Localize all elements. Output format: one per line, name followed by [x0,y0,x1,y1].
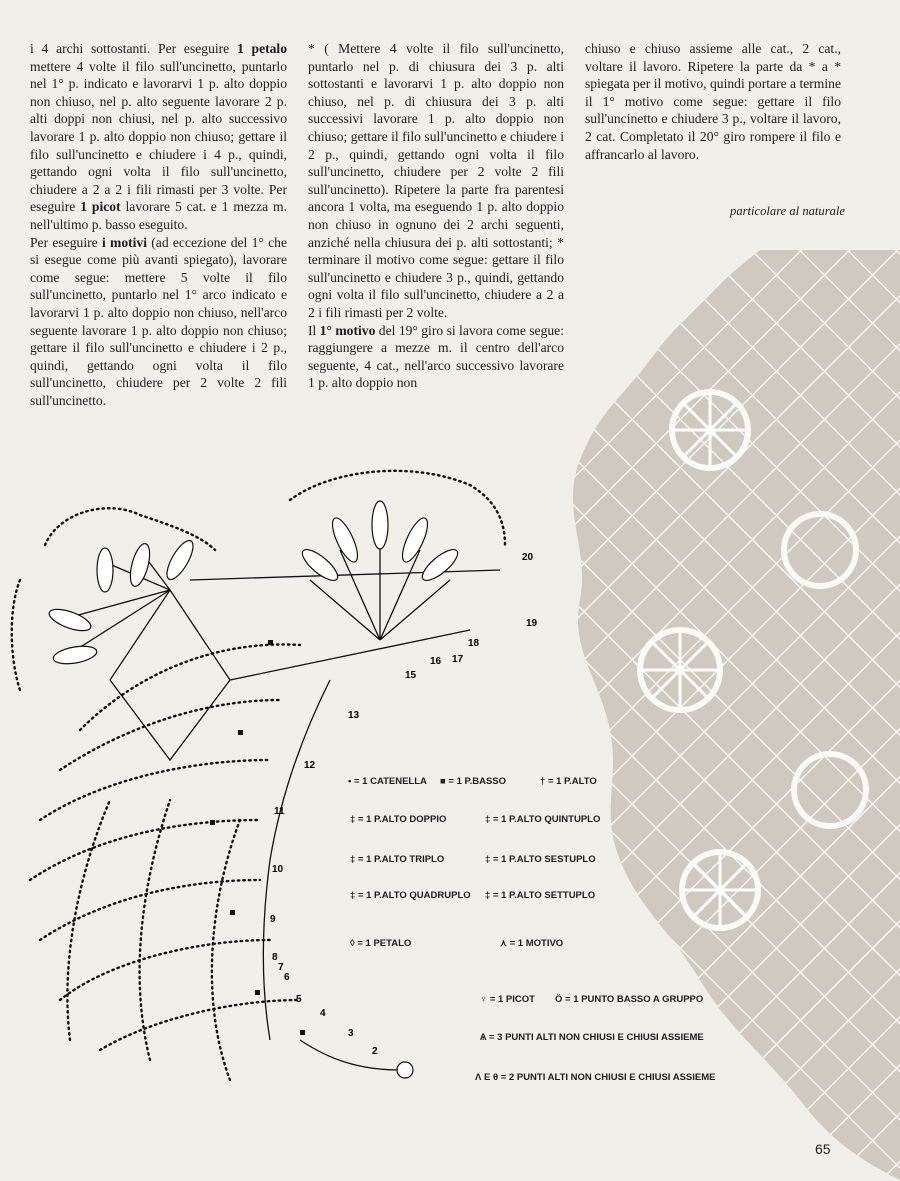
text-column-1 [30,40,287,409]
round-number: 4 [320,1008,326,1019]
text-run: mettere 4 volte il filo sull'uncinetto, puntarlo nel 1° p. indicato e lavorarvi 1 p. alto doppio non chiuso, nel p. alto seguente lavorare 2 p. alti doppi non chiusi, nel p. alto successivo lavorare 1 p. alto doppio non chiuso; gettare il filo sull'uncinetto e chiudere i 4 p., quindi, gettando ogni volta il filo sull'uncinetto, chiudere a 2 a 2 i fili rimasti per 3 volte. Per eseguire [30,58,287,215]
text-run: lavorare 5 cat. e 1 mezza m. nell'ultimo p. basso eseguito. [30,199,288,232]
bold-term: 1° motivo [319,322,376,338]
legend-alto-doppio: ‡ = 1 P.ALTO DOPPIO [350,814,447,825]
legend-alto-sestuplo: ‡ = 1 P.ALTO SESTUPLO [485,854,596,865]
legend-tre-alti: Ѧ = 3 PUNTI ALTI NON CHIUSI E CHIUSI ASSIEME [480,1032,704,1043]
round-number: 8 [272,952,278,963]
round-number: 11 [274,806,285,817]
paragraph [30,40,287,234]
bold-term: i motivi [101,234,147,250]
legend-due-alti: Λ E θ = 2 PUNTI ALTI NON CHIUSI E CHIUSI ASSIEME [475,1072,716,1083]
paragraph [30,234,287,410]
round-number: 19 [526,618,538,629]
stitch-legend [340,770,780,1100]
text-run: Per eseguire [30,234,102,250]
round-number: 10 [272,864,284,875]
legend-alto-quintuplo: ‡ = 1 P.ALTO QUINTUPLO [485,814,601,825]
legend-alto: † = 1 P.ALTO [540,776,597,787]
paragraph [308,40,564,322]
bold-term: 1 picot [80,199,121,215]
legend-basso-gruppo: Ö = 1 PUNTO BASSO A GRUPPO [555,994,704,1005]
paragraph [585,40,841,163]
legend-alto-triplo: ‡ = 1 P.ALTO TRIPLO [350,854,445,865]
round-number: 9 [270,914,276,925]
text-run: Il [308,322,320,338]
text-run: i 4 archi sottostanti. Per eseguire [30,41,237,56]
photo-caption: particolare al naturale [730,204,845,218]
legend-basso: ■ = 1 P.BASSO [440,776,507,787]
legend-picot: ♀ = 1 PICOT [480,994,535,1005]
bold-term: 1 petalo [236,41,288,56]
page-number: 65 [815,1141,831,1157]
round-number: 6 [284,972,290,983]
round-number: 20 [522,552,534,563]
text-run: * ( Mettere 4 volte il filo sull'uncinetto, puntarlo nel p. di chiusura dei 3 p. alti sottostanti e lavorarvi 1 p. alto doppio non chiuso, nel p. di chiusura dei 3 p. alti successivi lavorare 1 p. alto doppio non chiuso; gettare il filo sull'uncinetto e chiudere i 2 p., quindi, gettando ogni volta il filo sull'uncinetto, chiudere per 2 volte 2 fili sull'uncinetto). Ripetere la parte fra parentesi ancora 1 volta, ma eseguendo 1 p. alto doppio non chiuso in ognuno dei 2 archi seguenti, anziché nella chiusura dei p. alti sottostanti; * terminare il motivo come segue: gettare il filo sull'uncinetto e chiudere 3 p., quindi, gettando ogni volta il filo sull'uncinetto, chiudere a 2 a 2 i fili rimasti per 2 volte. [308,41,564,320]
legend-alto-settuplo: ‡ = 1 P.ALTO SETTUPLO [485,890,596,901]
text-column-2 [308,40,564,392]
round-number: 2 [372,1046,378,1057]
round-number: 12 [304,760,316,771]
round-number: 18 [468,638,480,649]
legend-alto-quadruplo: ‡ = 1 P.ALTO QUADRUPLO [350,890,471,901]
round-number: 7 [278,962,284,973]
text-run: (ad eccezione del 1° che si esegue come più avanti spiegato), lavorare come segue: mettere 5 volte il filo sull'uncinetto, puntarlo nel 1° arco indicato e lavorarvi 1 p. alto doppio non chiuso, nell'arco seguente lavorare 1 p. alto doppio non chiuso; gettare il filo sull'uncinetto e chiudere i 2 p., quindi, gettando ogni volta il filo sull'uncinetto, chiudere per 2 volte 2 fili sull'uncinetto. [30,234,287,408]
text-run: del 19° giro si lavora come segue: raggiungere a mezze m. il centro dell'arco seguente, 4 cat., nell'arco successivo lavorare 1 p. alto doppio non [308,322,564,391]
round-number: 13 [348,710,360,721]
paragraph [308,322,564,392]
round-number: 16 [430,656,442,667]
round-number: 5 [296,994,302,1005]
round-number: 17 [452,654,464,665]
round-number: 15 [405,670,417,681]
round-number: 3 [348,1028,354,1039]
text-run: chiuso e chiuso assieme alle cat., 2 cat., voltare il lavoro. Ripetere la parte da * a * spiegata per il motivo, quindi portare a termine il 1° motivo come segue: gettare il filo sull'uncinetto e chiudere 3 p., voltare il lavoro, 2 cat. Completato il 20° giro rompere il filo e affrancarlo al lavoro. [585,41,841,162]
legend-catenella: • = 1 CATENELLA [348,776,427,787]
text-column-3 [585,40,841,163]
legend-motivo: ⋏ = 1 MOTIVO [500,938,564,949]
legend-petalo: ◊ = 1 PETALO [350,938,412,949]
